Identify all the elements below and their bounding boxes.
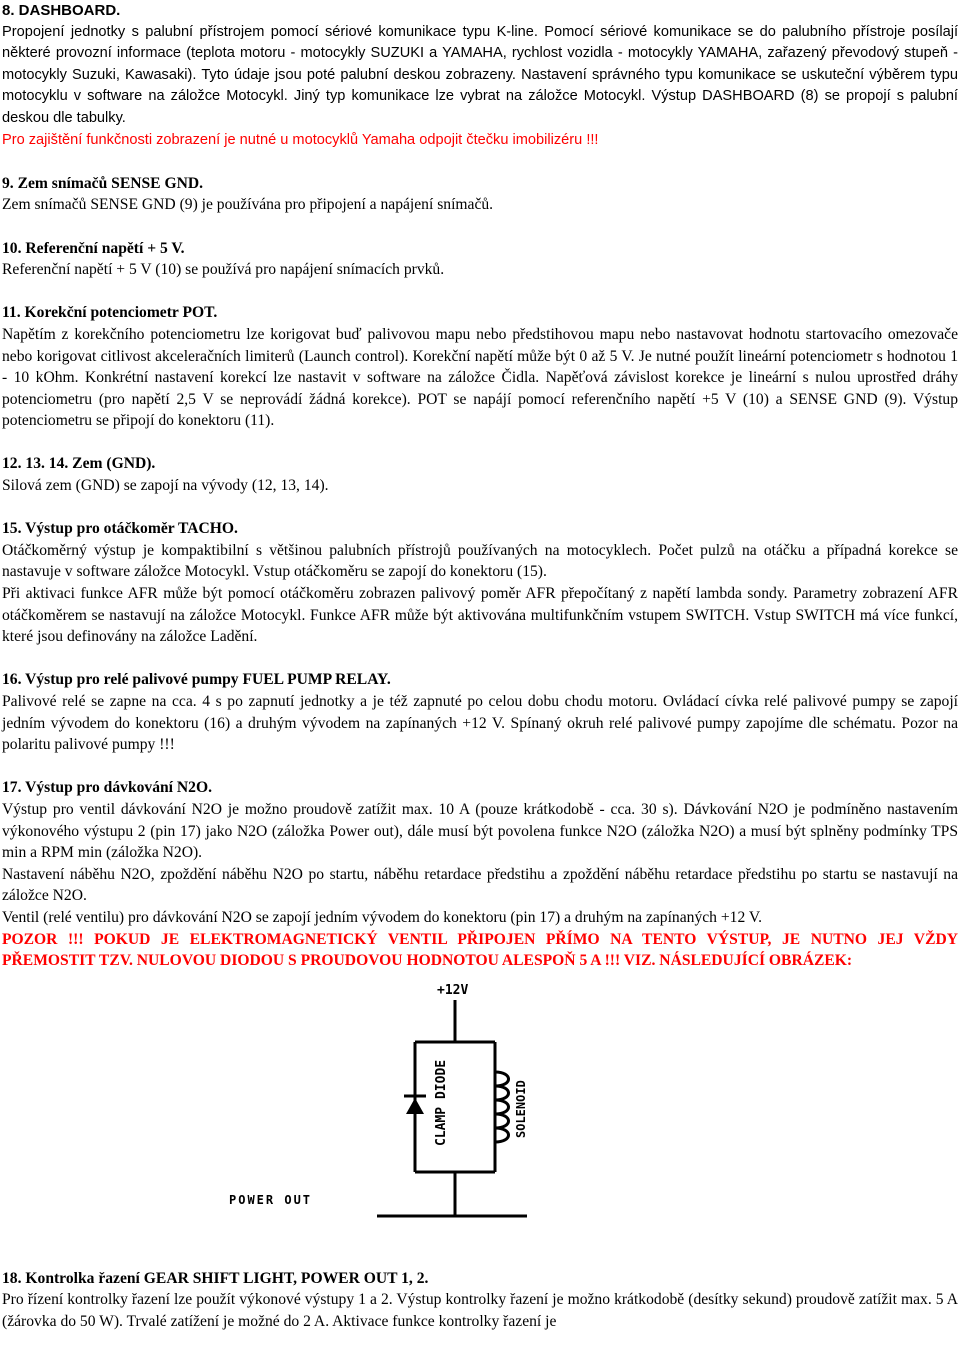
paragraph-potentiometer: Napětím z korekčního potenciometru lze korigovat buď palivovou mapu nebo předstihovou mapu nebo nastavovat hodnotu startovacího omezovače nebo korigovat citlivost akceleračních limiterů (Launch control). Korekční napětí může být 0 až 5 V. Je nutné použít lineární potenciometr s hodnotou 1 - 10 kOhm. Konkrétní nastavení korekcí lze nastavit v software na záložce Čidla. Napěťová závislost korekce je lineární s nulou uprostřed dráhy potenciometru (pro napětí 2,5 V se neprovádí žádná korekce). POT se napájí pomocí referenčního napětí +5 V (10) a SENSE GND (9). Výstup potenciometru se připojí do konektoru (11). [2,325,958,430]
supply-label: +12V [437,982,469,998]
heading-sense-gnd: 9. Zem snímačů SENSE GND. [2,174,204,192]
paragraph-sense-gnd: Zem snímačů SENSE GND (9) je používána pro připojení a napájení snímačů. [2,196,494,214]
heading-gear-shift-light: 18. Kontrolka řazení GEAR SHIFT LIGHT, POWER OUT 1, 2. [2,1269,429,1287]
section-reference-voltage [2,238,958,281]
paragraph-dashboard: Propojení jednotky s palubní přístrojem pomocí sériové komunikace typu K-line. Pomocí sériové komunikace se do palubního přístroje posílají některé provozní informace (teplota motoru - motocykly SUZUKI a YAMAHA, rychlost vozidla - motocykly YAMAHA, zařazený převodový stupeň - motocykly Suzuki, Kawasaki). Tyto údaje jsou poté palubní deskou zobrazeny. Nastavení správného typu komunikace se uskuteční výběrem typu motocyklu v software na záložce Motocykl. Jiný typ komunikace lze vybrat na záložce Motocykl. Výstup DASHBOARD (8) se propojí s palubní deskou dle tabulky. [2,23,958,126]
paragraph-ground: Silová zem (GND) se zapojí na vývody (12, 13, 14). [2,477,329,495]
clamp-diode-diagram [2,976,958,1268]
heading-fuel-pump-relay: 16. Výstup pro relé palivové pumpy FUEL PUMP RELAY. [2,671,391,689]
document-page [2,0,958,1333]
heading-tacho: 15. Výstup pro otáčkoměr TACHO. [2,520,238,538]
section-n2o [2,777,958,971]
output-label: POWER OUT [229,1192,313,1207]
paragraph-reference-voltage: Referenční napětí + 5 V (10) se používá pro napájení snímacích prvků. [2,261,445,279]
paragraph-tacho-2: Při aktivaci funkce AFR může být pomocí otáčkoměru zobrazen palivový poměr AFR přepočítaný z napětí lambda sondy. Parametry zobrazení AFR otáčkoměrem se nastavují na záložce Motocykl. Funkce AFR může být aktivována multifunkčním vstupem SWITCH. Vstup SWITCH má více funkcí, které jsou definovány na záložce Ladění. [2,585,958,646]
clamp-diode-schematic [217,976,537,1268]
section-fuel-pump-relay [2,669,958,755]
paragraph-gear-shift-light: Pro řízení kontrolky řazení lze použít výkonové výstupy 1 a 2. Výstup kontrolky řazení je možno krátkodobě (desítky sekund) proudově zatížit max. 5 A (žárovka do 50 W). Trvalé zatížení je možné do 2 A. Aktivace funkce kontrolky řazení je [2,1291,958,1330]
section-ground [2,453,958,496]
heading-ground: 12. 13. 14. Zem (GND). [2,455,156,473]
section-sense-gnd [2,173,958,216]
heading-n2o: 17. Výstup pro dávkování N2O. [2,779,212,797]
section-gear-shift-light [2,1268,958,1333]
solenoid-label: SOLENOID [514,1079,528,1138]
section-tacho [2,518,958,648]
diode-label: CLAMP DIODE [434,1059,449,1146]
heading-reference-voltage: 10. Referenční napětí + 5 V. [2,239,185,257]
heading-potentiometer: 11. Korekční potenciometr POT. [2,304,218,322]
paragraph-tacho-1: Otáčkoměrný výstup je kompaktibilní s většinou palubních přístrojů používaných na motocyklech. Počet pulzů na otáčku a případná korekce se nastavuje v software záložce Motocykl. Vstup otáčkoměru se zapojí do konektoru (15). [2,541,958,581]
warning-n2o: POZOR !!! POKUD JE ELEKTROMAGNETICKÝ VENTIL PŘIPOJEN PŘÍMO NA TENTO VÝSTUP, JE NUTNO JEJ VŽDY PŘEMOSTIT TZV. NULOVOU DIODOU S PROUDOVOU HODNOTOU ALESPOŇ 5 A !!! VIZ. NÁSLEDUJÍCÍ OBRÁZEK: [2,930,958,970]
paragraph-n2o-2: Nastavení náběhu N2O, zpoždění náběhu N2O po startu, náběhu retardace předstihu a zpoždění náběhu retardace předstihu po startu se nastavují na záložce N2O. [2,865,958,905]
section-dashboard [2,0,958,151]
paragraph-n2o-3: Ventil (relé ventilu) pro dávkování N2O se zapojí jedním vývodem do konektoru (pin 17) a druhým na zapínaných +12 V. [2,908,763,926]
solenoid-coil [495,1072,509,1142]
warning-yamaha: Pro zajištění funkčnosti zobrazení je nutné u motocyklů Yamaha odpojit čtečku imobilizéru !!! [2,131,599,148]
section-potentiometer [2,302,958,432]
heading-dashboard: 8. DASHBOARD. [2,2,121,19]
paragraph-fuel-pump-relay: Palivové relé se zapne na cca. 4 s po zapnutí jednotky a je též zapnuté po celou dobu chodu motoru. Ovládací cívka relé palivové pumpy se zapojí jedním vývodem do konektoru (16) a druhým vývodem na zapínaných +12 V. Spínaný okruh relé palivové pumpy zapojíme dle schématu. Pozor na polaritu palivové pumpy !!! [2,693,958,754]
paragraph-n2o-1: Výstup pro ventil dávkování N2O je možno proudově zatížit max. 10 A (pouze krátkodobě - cca. 30 s). Dávkování N2O je podmíněno nastavením výkonového výstupu 2 (pin 17) jako N2O (záložka Power out), dále musí být povolena funkce N2O (záložka N2O) a musí být splněny podmínky TPS min a RPM min (záložka N2O). [2,800,958,862]
diode-symbol [406,1098,424,1114]
